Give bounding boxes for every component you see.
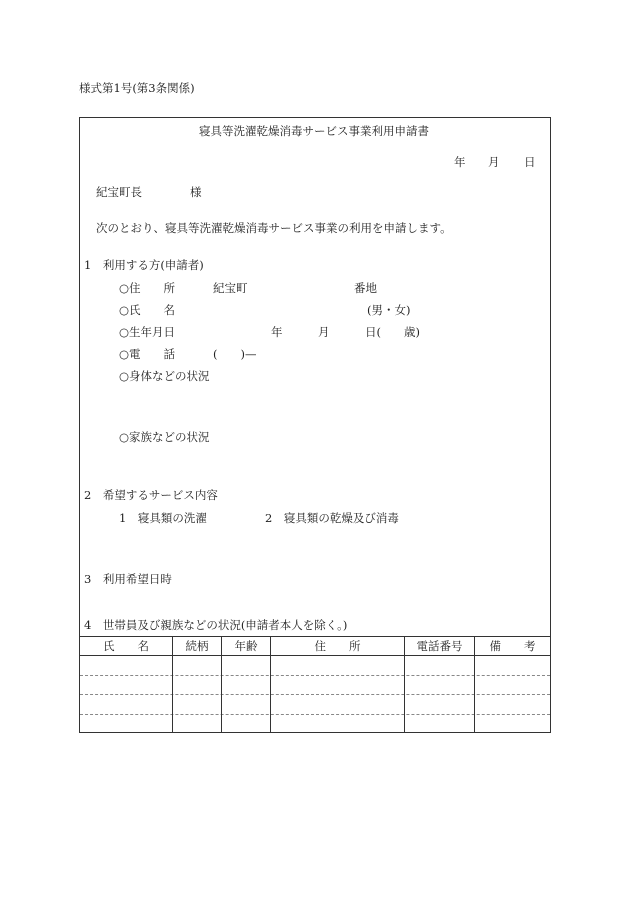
table-row[interactable]	[80, 656, 550, 675]
birth-month: 月	[318, 325, 330, 339]
date-day: 日	[524, 155, 536, 169]
physical-condition-label: ○身体などの状況	[119, 369, 210, 383]
table-header-age: 年齢	[234, 639, 258, 653]
table-header-phone: 電話番号	[416, 639, 463, 653]
intro-text: 次のとおり、寝具等洗濯乾燥消毒サービス事業の利用を申請します。	[96, 221, 452, 235]
phone-label: ○電 話	[119, 347, 176, 361]
table-header-relation: 続柄	[185, 639, 209, 653]
table-top-border	[79, 636, 551, 637]
date-year: 年	[454, 155, 466, 169]
birth-label: ○生年月日	[119, 325, 176, 339]
table-header-name: 氏 名	[103, 639, 149, 653]
section1-heading: 1 利用する方(申請者)	[84, 258, 204, 272]
birth-year: 年	[271, 325, 283, 339]
date-month: 月	[488, 155, 500, 169]
addressee-name: 紀宝町長	[96, 185, 142, 199]
address-town[interactable]: 紀宝町	[213, 281, 248, 295]
address-label: ○住 所	[119, 281, 176, 295]
phone-field[interactable]: ( )—	[213, 347, 257, 361]
gender-field[interactable]: (男・女)	[367, 303, 411, 317]
section4-heading: 4 世帯員及び親族などの状況(申請者本人を除く。)	[84, 618, 348, 632]
form-number: 様式第1号(第3条関係)	[79, 81, 195, 95]
table-header-remarks: 備 考	[489, 639, 536, 653]
addressee-honorific: 様	[190, 185, 202, 199]
name-label: ○氏 名	[119, 303, 176, 317]
form-title: 寝具等洗濯乾燥消毒サービス事業利用申請書	[199, 124, 429, 138]
service-option-drying[interactable]: 2 寝具類の乾燥及び消毒	[265, 511, 399, 525]
address-suffix: 番地	[354, 281, 377, 295]
section2-heading: 2 希望するサービス内容	[84, 488, 218, 502]
table-row[interactable]	[80, 695, 550, 714]
table-row[interactable]	[80, 676, 550, 694]
section3-heading: 3 利用希望日時	[84, 572, 172, 586]
family-condition-label: ○家族などの状況	[119, 430, 210, 444]
birth-day-age: 日( 歳)	[365, 325, 420, 339]
service-option-washing[interactable]: 1 寝具類の洗濯	[119, 511, 207, 525]
table-header-address: 住 所	[314, 639, 361, 653]
table-row[interactable]	[80, 715, 550, 732]
